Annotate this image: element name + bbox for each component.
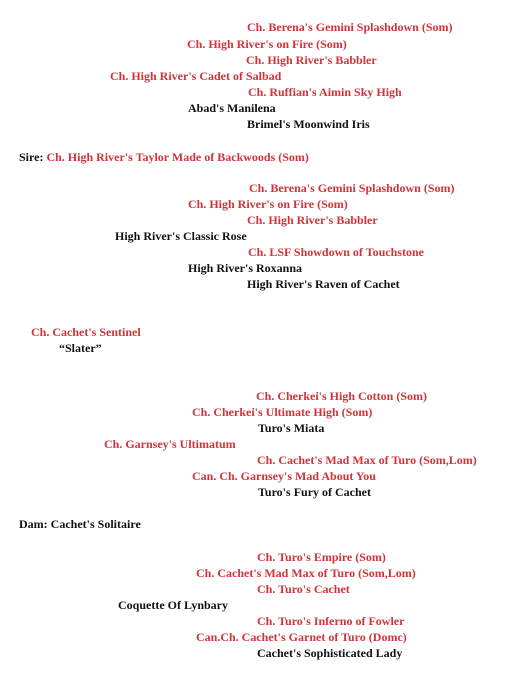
dam-sire-sire: Ch. Cherkei's Ultimate High (Som) (192, 405, 373, 419)
dam-dam-dam-dam: Cachet's Sophisticated Lady (257, 646, 403, 660)
dam-sire-sire-dam: Turo's Miata (258, 421, 325, 435)
dam-sire: Ch. Garnsey's Ultimatum (104, 437, 236, 451)
sire-sire-dam: Abad's Manilena (188, 101, 276, 115)
dam-dam-dam-sire: Ch. Turo's Inferno of Fowler (257, 614, 405, 628)
dam-name: Cachet's Solitaire (50, 517, 141, 531)
sire-label: Sire: (19, 150, 44, 164)
dam-sire-dam-sire: Ch. Cachet's Mad Max of Turo (Som,Lom) (257, 453, 477, 467)
dam-dam-sire-sire: Ch. Turo's Empire (Som) (257, 550, 386, 564)
dam-dam-sire-dam: Ch. Turo's Cachet (257, 582, 350, 596)
dam-sire-dam: Can. Ch. Garnsey's Mad About You (192, 469, 376, 483)
sire-sire-dam-dam: Brimel's Moonwind Iris (247, 117, 370, 131)
sire-sire-sire-sire: Ch. Berena's Gemini Splashdown (Som) (247, 20, 453, 34)
dam-sire-sire-sire: Ch. Cherkei's High Cotton (Som) (256, 389, 428, 403)
sire-sire-dam-sire: Ch. Ruffian's Aimin Sky High (248, 85, 402, 99)
dam-dam-sire: Ch. Cachet's Mad Max of Turo (Som,Lom) (196, 566, 416, 580)
dam-sire-dam-dam: Turo's Fury of Cachet (258, 485, 372, 499)
dam-line (19, 517, 141, 532)
dam-label: Dam: (19, 517, 48, 531)
dam-dam-dam: Can.Ch. Cachet's Garnet of Turo (Domc) (196, 630, 407, 644)
sire-dam-sire: Ch. High River's on Fire (Som) (188, 197, 348, 211)
sire-dam-dam-sire: Ch. LSF Showdown of Touchstone (248, 245, 424, 259)
sire-dam-sire-dam: Ch. High River's Babbler (247, 213, 378, 227)
sire-sire-sire: Ch. High River's on Fire (Som) (187, 37, 347, 51)
sire-dam-sire-sire: Ch. Berena's Gemini Splashdown (Som) (249, 181, 455, 195)
subject-registered-name: Ch. Cachet's Sentinel (31, 325, 141, 339)
sire-sire: Ch. High River's Cadet of Salbad (110, 69, 282, 83)
dam-dam: Coquette Of Lynbary (118, 598, 229, 612)
subject-call-name: “Slater” (59, 341, 102, 355)
sire-sire-sire-dam: Ch. High River's Babbler (246, 53, 377, 67)
sire-name: Ch. High River's Taylor Made of Backwoods (Som) (46, 150, 309, 164)
sire-dam: High River's Classic Rose (115, 229, 247, 243)
sire-dam-dam-dam: High River's Raven of Cachet (247, 277, 400, 291)
sire-line (19, 150, 309, 165)
sire-dam-dam: High River's Roxanna (188, 261, 303, 275)
